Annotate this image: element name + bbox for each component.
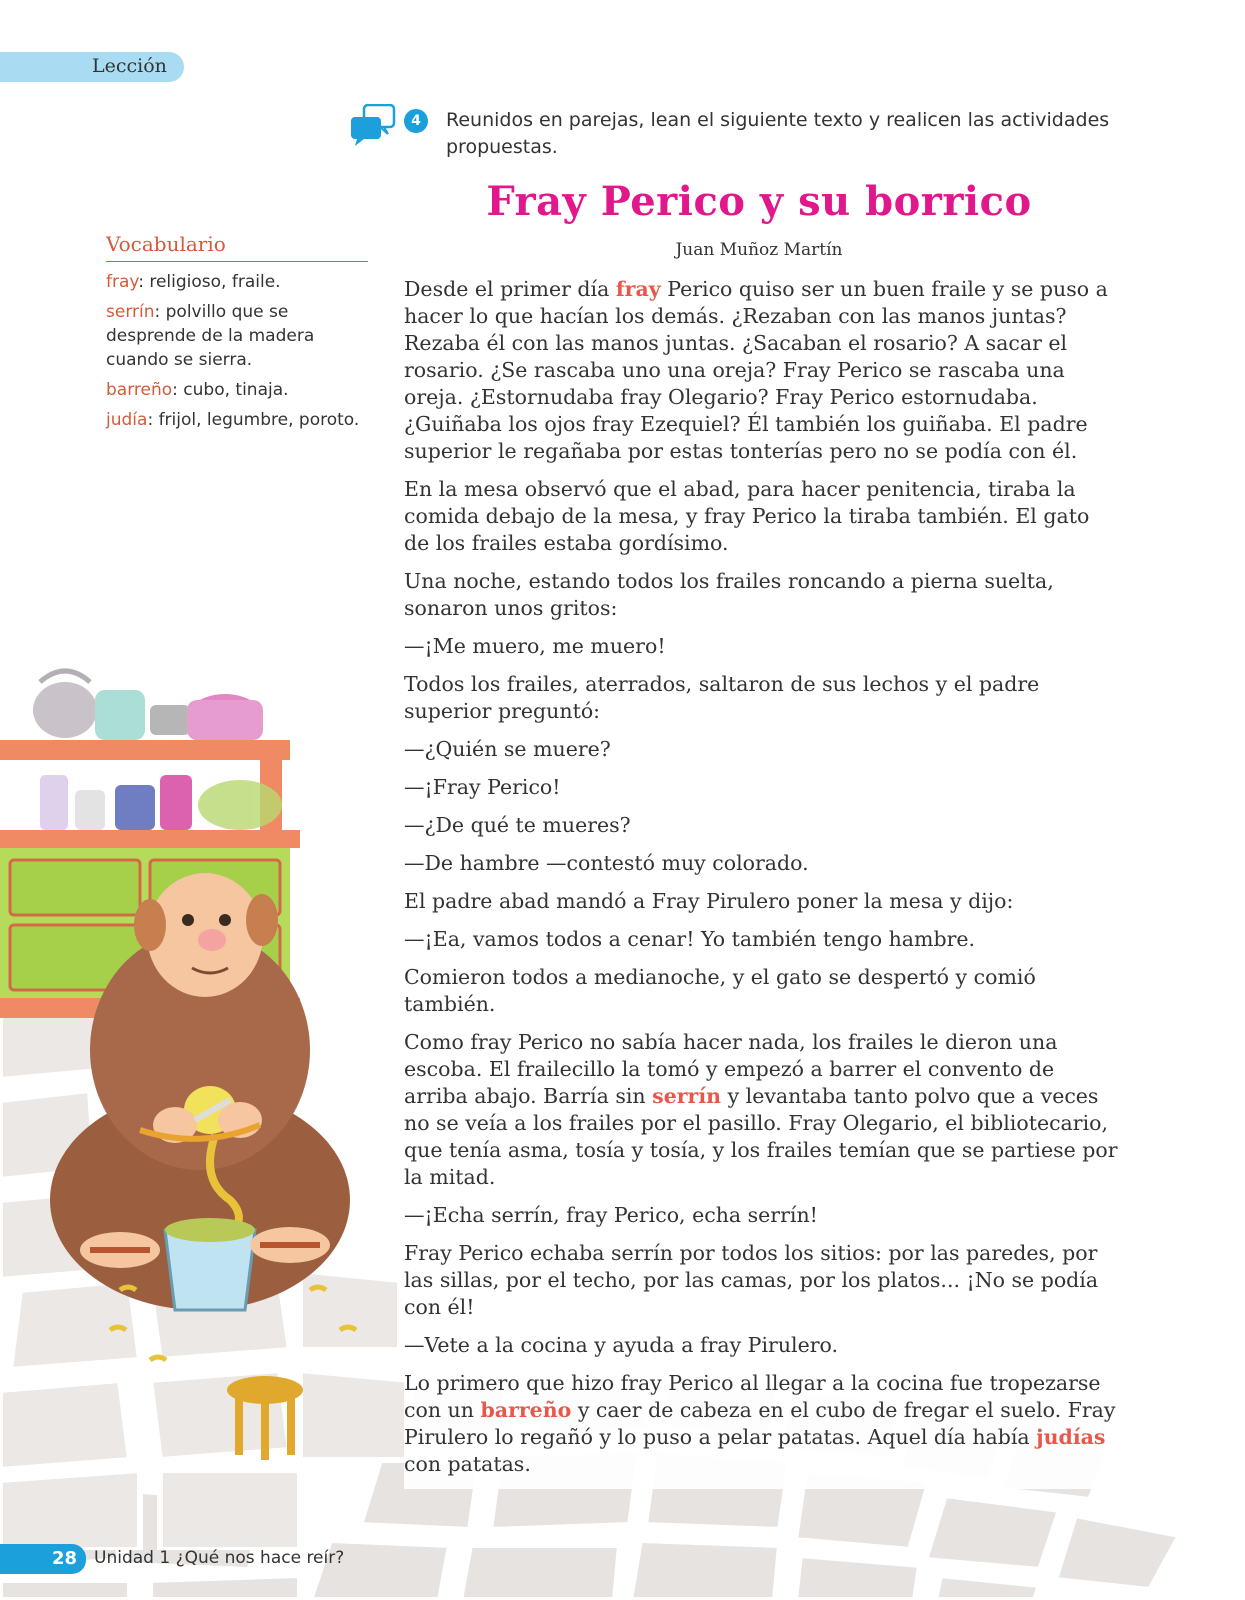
story-text-segment: —De hambre —contestó muy colorado. (404, 851, 809, 875)
vocabulary-highlight: judías (1036, 1425, 1106, 1449)
story-paragraph (404, 276, 1120, 465)
vocabulary-title: Vocabulario (106, 232, 368, 262)
story-text-segment: En la mesa observó que el abad, para hacer penitencia, tiraba la comida debajo de la mesa, y fray Perico la tiraba también. El gato de los frailes estaba gordísimo. (404, 477, 1090, 555)
vocabulary-definition: : cubo, tinaja. (172, 380, 289, 400)
story-text-segment: Desde el primer día (404, 277, 616, 301)
story-text-segment: Lo primero que hizo fray Perico al llegar a la cocina fue tropezarse con un (404, 1371, 1101, 1422)
story-paragraph (404, 671, 1120, 725)
page-number-tab (0, 1544, 86, 1574)
story-paragraph (404, 1370, 1120, 1478)
story-text-segment: Como fray Perico no sabía hacer nada, los frailes le dieron una escoba. El frailecillo la tomó y empezó a barrer el convento de arriba abajo. Barría sin (404, 1030, 1058, 1108)
vocabulary-item (106, 408, 368, 432)
vocabulary-item (106, 300, 368, 372)
story-text-segment: —¡Echa serrín, fray Perico, echa serrín! (404, 1203, 818, 1227)
story-paragraph (404, 964, 1120, 1018)
vocabulary-definition: : frijol, legumbre, poroto. (147, 410, 360, 430)
story-text-segment: —¡Ea, vamos todos a cenar! Yo también tengo hambre. (404, 927, 976, 951)
vocabulary-definition: : religioso, fraile. (138, 272, 281, 292)
story-text-segment: y caer de cabeza en el cubo de fregar el suelo. Fray Pirulero lo regañó y lo puso a pelar patatas. Aquel día había (404, 1398, 1116, 1449)
story-paragraph (404, 812, 1120, 839)
story-paragraph (404, 476, 1120, 557)
story-paragraph (404, 736, 1120, 763)
story-paragraph (404, 1202, 1120, 1229)
story-text-segment: con patatas. (404, 1452, 531, 1476)
vocabulary-highlight: fray (615, 277, 661, 301)
story-paragraph (404, 1332, 1120, 1359)
friar-kitchen-illustration (0, 590, 420, 1550)
story-title: Fray Perico y su borrico (486, 178, 1032, 225)
story-text (404, 276, 1120, 1489)
vocabulary-item (106, 378, 368, 402)
lesson-tab (0, 52, 184, 82)
speech-bubbles-icon (350, 104, 398, 146)
vocabulary-term: serrín (106, 302, 155, 322)
story-text-segment: Fray Perico echaba serrín por todos los sitios: por las paredes, por las sillas, por el techo, por las camas, por los platos... ¡No se podía con él! (404, 1241, 1099, 1319)
vocabulary-definition: : polvillo que se desprende de la madera cuando se sierra. (106, 302, 315, 370)
story-text-segment: —¿De qué te mueres? (404, 813, 631, 837)
story-author: Juan Muñoz Martín (675, 240, 843, 260)
story-text-segment: —¿Quién se muere? (404, 737, 611, 761)
story-text-segment: y levantaba tanto polvo que a veces no se veía a los frailes por el pasillo. Fray Olegario, el bibliotecario, que tenía asma, tosía y tosía, y los frailes temían que se partiese por la mitad. (404, 1084, 1118, 1189)
vocabulary-term: judía (106, 410, 148, 430)
vocabulary-term: fray (106, 272, 139, 292)
story-paragraph (404, 1029, 1120, 1191)
story-paragraph (404, 774, 1120, 801)
vocabulary-highlight: barreño (480, 1398, 572, 1422)
vocabulary-item (106, 270, 368, 294)
story-paragraph (404, 926, 1120, 953)
page-number: 28 (52, 1548, 78, 1569)
activity-number: 4 (404, 109, 428, 133)
story-paragraph (404, 850, 1120, 877)
story-text-segment: Una noche, estando todos los frailes roncando a pierna suelta, sonaron unos gritos: (404, 569, 1054, 620)
vocabulary-highlight: serrín (652, 1084, 722, 1108)
story-text-segment: Perico quiso ser un buen fraile y se puso a hacer lo que hacían los demás. ¿Rezaban con las manos juntas? Rezaba él con las manos juntas. ¿Sacaban el rosario? A sacar el rosario. ¿Se rascaba uno una oreja? Fray Perico se rascaba una oreja. ¿Estornudaba fray Olegario? Fray Perico estornudaba. ¿Guiñaba los ojos fray Ezequiel? Él también los guiñaba. El padre superior le regañaba por estas tonterías pero no se podía con él. (404, 277, 1108, 463)
vocabulary-list (106, 270, 368, 432)
lesson-label: Lección (92, 55, 167, 77)
vocabulary-term: barreño (106, 380, 173, 400)
story-text-segment: —¡Fray Perico! (404, 775, 561, 799)
instruction-text: Reunidos en parejas, lean el siguiente texto y realicen las actividades propuestas. (446, 109, 1110, 158)
story-text-segment: —¡Me muero, me muero! (404, 634, 666, 658)
story-text-segment: —Vete a la cocina y ayuda a fray Pirulero. (404, 1333, 839, 1357)
story-text-segment: Todos los frailes, aterrados, saltaron de sus lechos y el padre superior preguntó: (404, 672, 1040, 723)
story-paragraph (404, 633, 1120, 660)
story-text-segment: Comieron todos a medianoche, y el gato se despertó y comió también. (404, 965, 1036, 1016)
story-text-segment: El padre abad mandó a Fray Pirulero poner la mesa y dijo: (404, 889, 1014, 913)
story-paragraph (404, 1240, 1120, 1321)
vocabulary-box (106, 232, 368, 438)
unit-title: Unidad 1 ¿Qué nos hace reír? (94, 1548, 345, 1568)
story-paragraph (404, 888, 1120, 915)
story-paragraph (404, 568, 1120, 622)
